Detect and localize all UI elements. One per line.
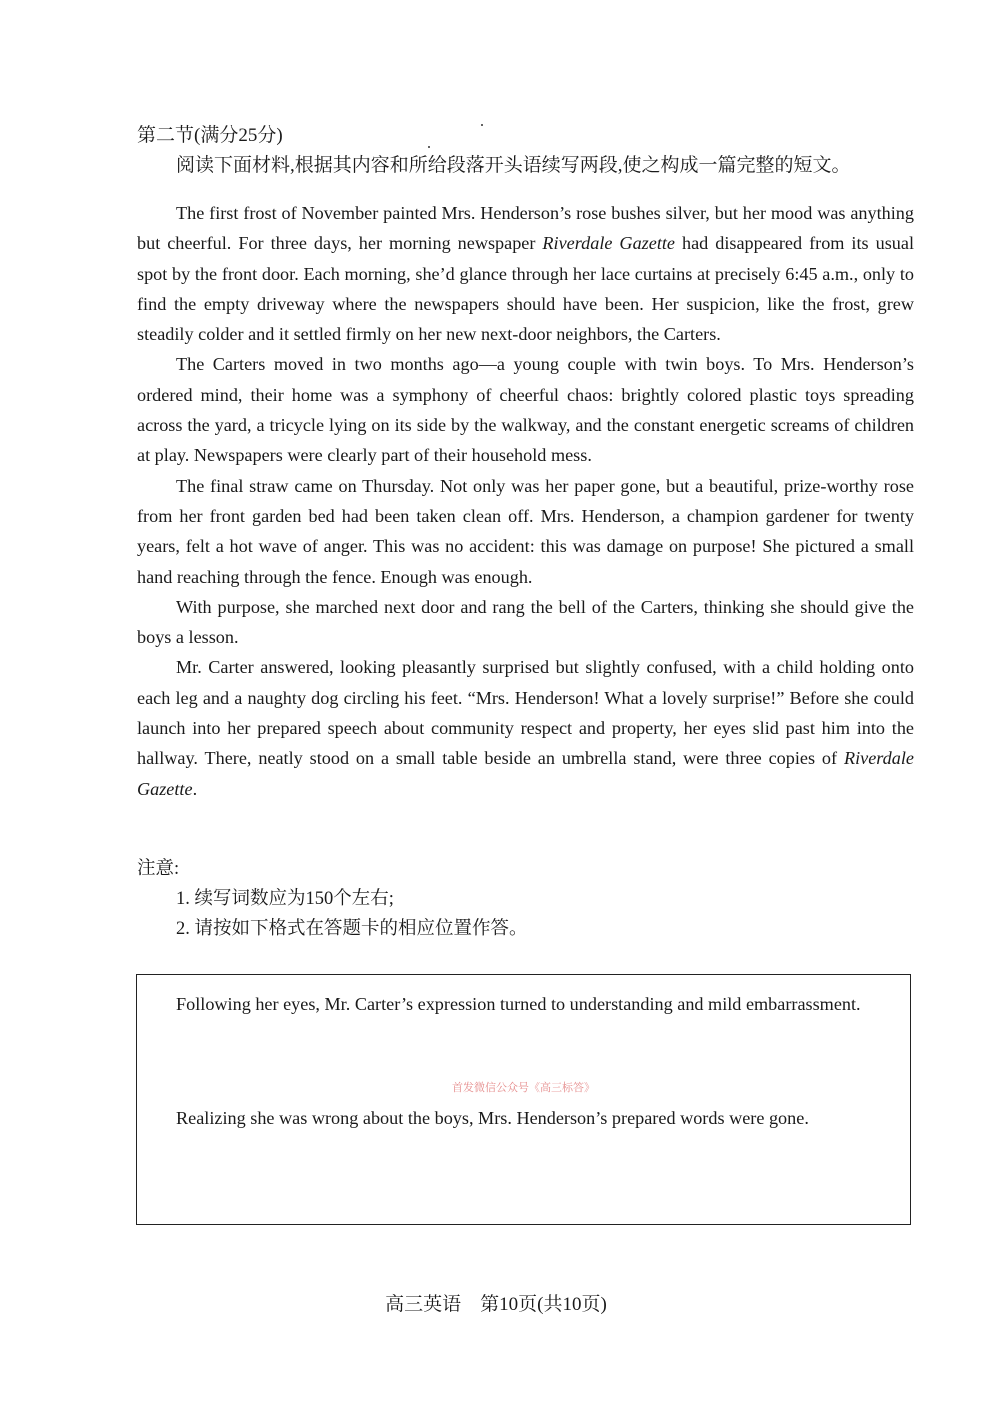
passage-paragraph-1 [137,198,914,349]
scan-speck [428,146,430,148]
scan-speck [481,124,483,126]
paragraph-text: . [192,778,198,799]
passage-paragraph-4: With purpose, she marched next door and rang the bell of the Carters, thinking she should give the boys a lesson. [137,596,914,648]
section-title: 第二节(满分25分) [137,125,283,146]
answer-format-box [136,974,911,1225]
note-item-format: 2. 请按如下格式在答题卡的相应位置作答。 [176,919,528,939]
passage-paragraph-5 [137,652,914,803]
task-instruction: 阅读下面材料,根据其内容和所给段落开头语续写两段,使之构成一篇完整的短文。 [176,155,851,176]
passage-paragraph-2: The Carters moved in two months ago—a young couple with twin boys. To Mrs. Henderson’s ordered mind, their home was a symphony of cheerful chaos: brightly colored plastic toys spreading across the yard, a tricycle lying on its side by the walkway, and the constant energetic screams of children at play. Newspapers were clearly part of their household mess. [137,354,914,466]
paragraph-opening-1: Following her eyes, Mr. Carter’s expression turned to understanding and mild embarrassment. [176,994,861,1014]
note-item-word-count: 1. 续写词数应为150个左右; [176,889,394,909]
paragraph-opening-2: Realizing she was wrong about the boys, Mrs. Henderson’s prepared words were gone. [176,1108,809,1128]
page-footer: 高三英语 第10页(共10页) [385,1294,607,1315]
notes-label: 注意: [137,859,180,879]
notes-section [137,854,528,944]
newspaper-title: Riverdale Gazette [137,748,914,799]
watermark-text: 首发微信公众号《高三标答》 [452,1081,595,1094]
paragraph-text: had disappeared from its usual spot by the front door. Each morning, she’d glance through her lace curtains at precisely 6:45 a.m., only to find the empty driveway where the newspapers should have been. Her suspicion, like the frost, grew steadily colder and it settled firmly on her new next-door neighbors, the Carters. [137,233,914,345]
paragraph-text: Mr. Carter answered, looking pleasantly surprised but slightly confused, with a child holding onto each leg and a naughty dog circling his feet. “Mrs. Henderson! What a lovely surprise!” Before she could launch into her prepared speech about community respect and property, her eyes slid past him into the hallway. There, neatly stood on a small table beside an umbrella stand, were three copies of [137,657,914,769]
passage-paragraph-3: The final straw came on Thursday. Not only was her paper gone, but a beautiful, prize-worthy rose from her front garden bed had been taken clean off. Mrs. Henderson, a champion gardener for twenty years, felt a hot wave of anger. This was no accident: this was damage on purpose! She pictured a small hand reaching through the fence. Enough was enough. [137,475,914,587]
paragraph-text: The first frost of November painted Mrs. Henderson’s rose bushes silver, but her mood was anything but cheerful. For three days, her morning newspaper [137,203,914,254]
newspaper-title: Riverdale Gazette [542,233,675,254]
reading-passage [137,198,914,804]
